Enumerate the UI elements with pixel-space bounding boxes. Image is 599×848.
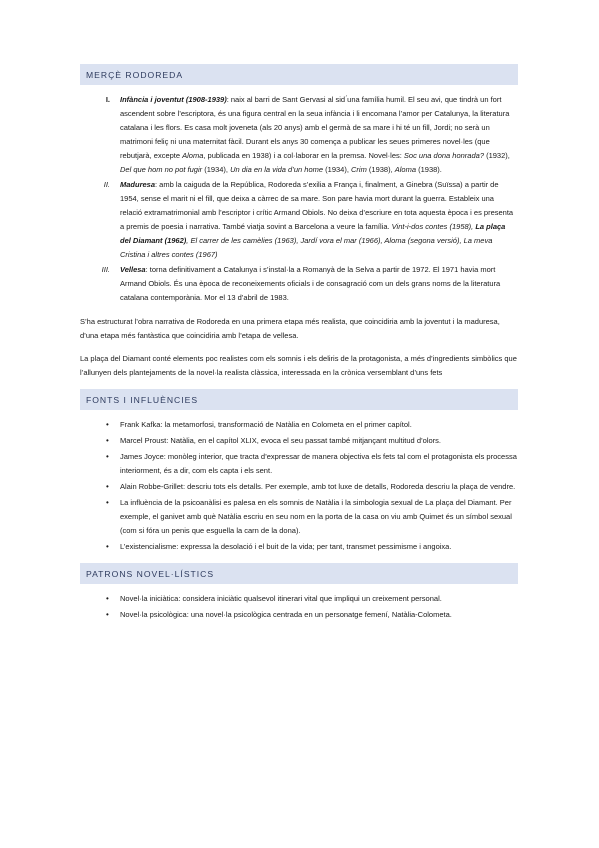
list-item-text: La influència de la psicoanàlisi es palesa en els somnis de Natàlia i la simbologia sexual de La plaça del Diamant. Per exemple, el ganivet amb què Natàlia escriu en seu nom en la porta de la casa on viu amb Quimet és un símbol sexual (com si fóra un penis que esguella la carn de la dona). [120,498,512,535]
list-item [80,608,518,622]
roman-numeral: III. [101,265,110,274]
list-item-text: Novel·la psicològica: una novel·la psicològica centrada en un personatge femení, Natàlia-Colometa. [120,610,452,619]
period-text: (1934), [323,165,351,174]
document-page [80,64,518,631]
period-text: (1938). [416,165,442,174]
work-title: Crim [351,165,367,174]
novel-patterns-list [80,592,518,622]
list-item-old-age [80,263,518,305]
list-item-childhood [80,93,518,177]
bullet-icon: • [106,436,109,445]
work-title: Vint-i-dos contes (1958), [391,222,476,231]
bullet-icon: • [106,498,109,507]
list-item [80,434,518,448]
period-text: (1932), [484,151,510,160]
list-item-text: Novel·la iniciàtica: considera iniciàtic qualsevol itinerari vital que impliqui un creixement personal. [120,594,442,603]
list-item [80,592,518,606]
work-title: Aloma [182,151,204,160]
work-title: Del que hom no pot fugir [120,165,203,174]
list-item [80,540,518,554]
paragraph-structure: S’ha estructurat l’obra narrativa de Rodoreda en una primera etapa més realista, que coincidiria amb la joventut i la maduresa, d’una etapa més fantàstica que coincidiria amb l’etapa de vellesa. [80,317,500,340]
bullet-icon: • [106,482,109,491]
work-title-highlighted: La plaça del Diamant (1962) [120,222,506,245]
bullet-icon: • [106,542,109,551]
period-title: Maduresa [120,180,156,189]
roman-numeral: I. [105,95,110,104]
list-item-text: Frank Kafka: la metamorfosi, transformació de Natàlia en Colometa en el primer capítol. [120,420,412,429]
section-header-rodoreda: MERÇÈ RODOREDA [80,64,518,85]
period-title: Infància i joventut (1908-1939) [120,95,227,104]
list-item [80,450,518,478]
bullet-icon: • [106,594,109,603]
influences-list [80,418,518,554]
work-title: Aloma [394,165,417,174]
period-text: : naix al barri de Sant Gervasi al sid ́una família humil. El seu avi, que tindrà un fort ascendent sobre l’escriptora, és una figura central en la seua infància i li encomana l’amor per Catalunya, la literatura catalana i les flors. Es casa molt joveneta (als 20 anys) amb el germà de sa mare i hi té un fill, Jordi; no serà un matrimoni feliç ni una maternitat fàcil. Durant els anys 30 comença a publicar les seues primeres novel·les (que rebutjarà, excepte [120,95,510,160]
list-item-maturity [80,178,518,262]
period-title: Vellesa [120,265,146,274]
period-text: , publicada en 1938) i a col·laborar en la premsa. Novel·les: [203,151,404,160]
bullet-icon: • [106,452,109,461]
list-item [80,418,518,432]
list-item-text: L’existencialisme: expressa la desolació i el buit de la vida; per tant, transmet pessimisme i angoixa. [120,542,452,551]
list-item-text: James Joyce: monòleg interior, que tracta d’expressar de manera objectiva els fets tal com el protagonista els processa interiorment, és a dir, com els capta i els sent. [120,452,517,475]
biography-list [80,93,518,305]
list-item [80,496,518,538]
paragraph-symbolism: La plaça del Diamant conté elements poc realistes com els somnis i els deliris de la protagonista, a més d’ingredients simbòlics que l’allunyen dels plantejaments de la novel·la realista clàssica, interessada en la crònica versemblant d’uns fets [80,354,517,377]
section-header-patrons: PATRONS NOVEL·LÍSTICS [80,563,518,584]
bullet-icon: • [106,420,109,429]
work-title: Soc una dona honrada? [403,151,484,160]
period-text: (1938), [366,165,395,174]
list-item [80,480,518,494]
work-title: Un dia en la vida d’un home [230,165,324,174]
list-item-text: Alain Robbe-Grillet: descriu tots els detalls. Per exemple, amb tot luxe de detalls, Rodoreda descriu la plaça de vendre. [120,482,516,491]
bullet-icon: • [106,610,109,619]
roman-numeral: II. [103,180,110,189]
section-header-fonts: FONTS I INFLUÈNCIES [80,389,518,410]
period-text: : torna definitivament a Catalunya i s’instal·la a Romanyà de la Selva a partir de 1972. El 1971 havia mort Armand Obiols. És una època de reconeixements oficials i de consagració com un dels grans noms de la literatura catalana contemporània. Mor el 13 d’abril de 1983. [120,265,501,302]
work-titles: , El carrer de les camèlies (1963), Jardí vora el mar (1966), Aloma (segona versió), La meva Cristina i altres contes (1967) [120,236,493,259]
list-item-text: Marcel Proust: Natàlia, en el capítol XLIX, evoca el seu passat també mitjançant multitud d’olors. [120,436,441,445]
period-text: : amb la caiguda de la República, Rodoreda s’exilia a França i, finalment, a Ginebra (Suïssa) a partir de 1954, sense el marit ni el fill, que deixa a càrrec de sa mare. Son pare havia mort durant la guerra. Estableix una relació extramatrimonial amb l’escriptor i crític Armand Obiols. No deixa d’escriure en tota aquesta època i es presenta a premis de poesia i narrativa. També viatja sovint a Barcelona a veure la família. [120,180,514,231]
period-text: (1934), [202,165,231,174]
